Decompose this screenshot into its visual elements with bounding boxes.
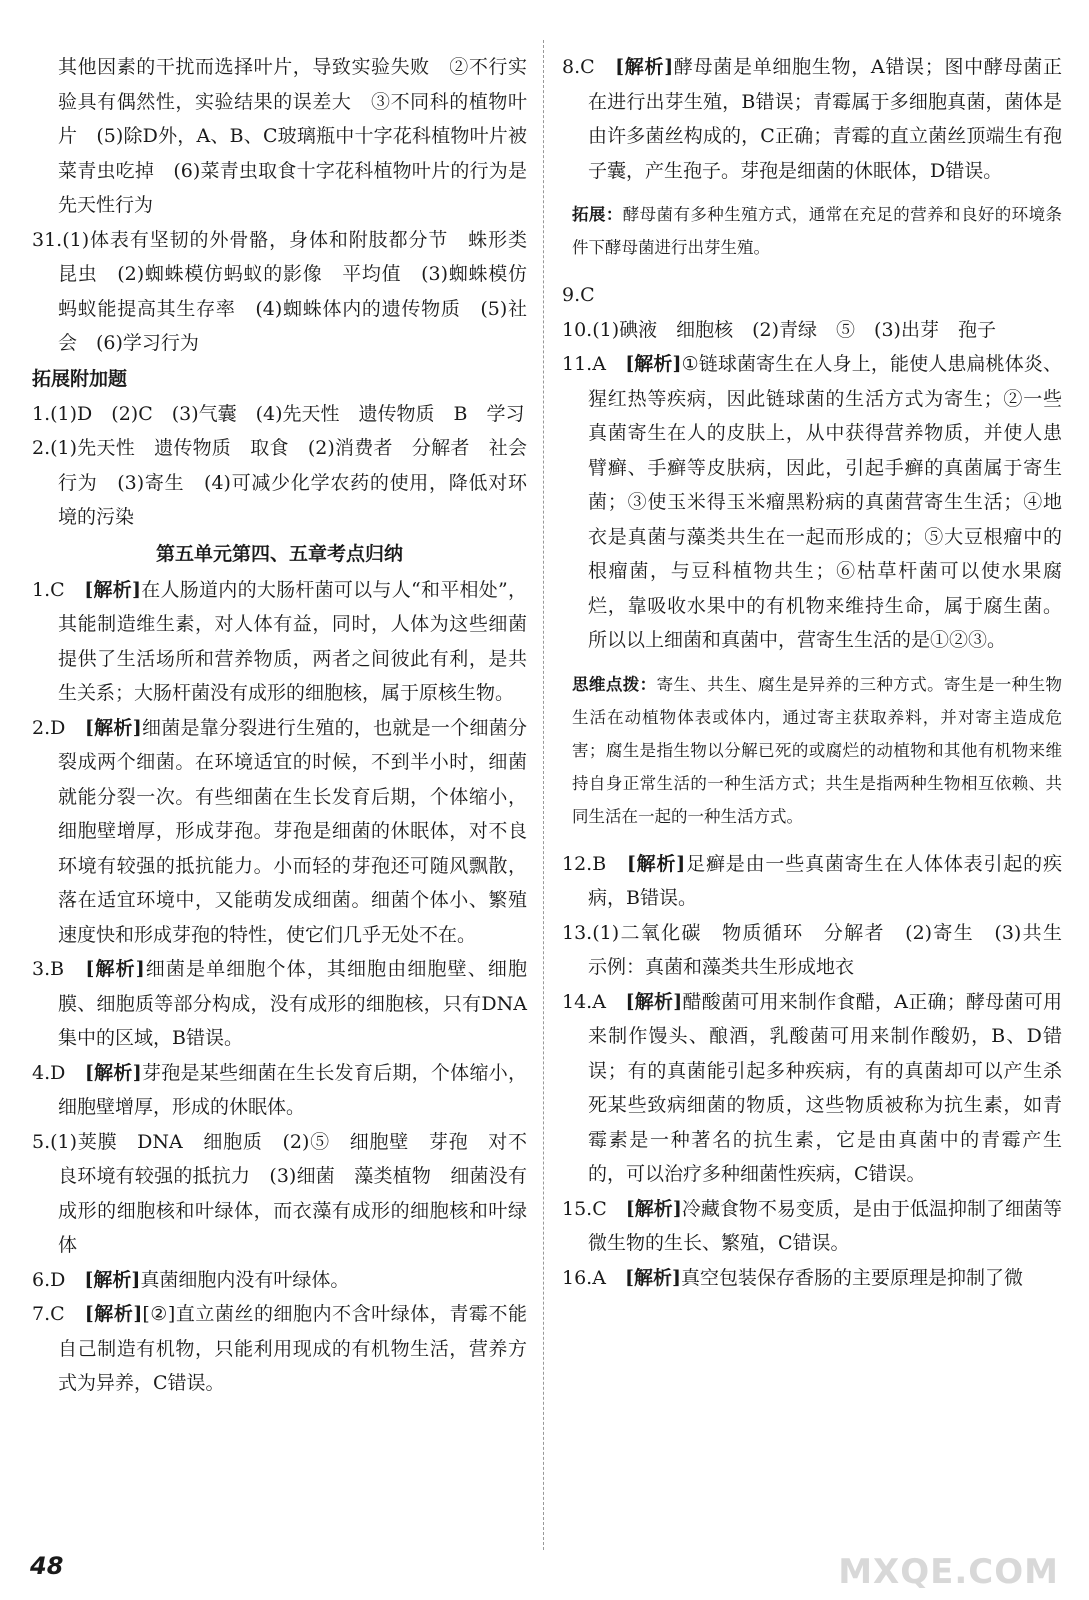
unit-heading: 第五单元第四、五章考点归纳	[155, 542, 403, 565]
answer-number: 12.B	[562, 852, 607, 875]
note-label: 思维点拨：	[572, 674, 657, 694]
answer-item	[32, 1297, 527, 1401]
analysis-tag: [解析]	[84, 1303, 143, 1325]
answer-31: 31.(1)体表有坚韧的外骨骼，身体和附肢都分节 蛛形类 昆虫 (2)蜘蛛模仿蚂蚁的影像 平均值 (3)蜘蛛模仿蚂蚁能提高其生存率 (4)蜘蛛体内的遗传物质 (5)社会 (6)学习行为	[32, 228, 547, 354]
answer-item	[32, 1125, 527, 1263]
extension-answer-2: 2.(1)先天性 遗传物质 取食 (2)消费者 分解者 社会行为 (3)寄生 (4)可减少化学农药的使用，降低对环境的污染	[32, 437, 527, 528]
analysis-tag: [解析]	[625, 1197, 682, 1220]
answer-number: 11.A	[562, 353, 606, 375]
answer-number: 4.D	[32, 1061, 66, 1084]
note-text: 酵母菌有多种生殖方式，通常在充足的营养和良好的环境条件下酵母菌进行出芽生殖。	[572, 205, 1063, 257]
answer-number: 5.	[32, 1130, 51, 1153]
analysis-tag: [解析]	[84, 716, 142, 739]
answer-item	[562, 916, 1082, 985]
answer-item	[562, 985, 1062, 1192]
answer-number: 14.A	[562, 990, 606, 1013]
answer-30-continued: 其他因素的干扰而选择叶片，导致实验失败 ②不行实验具有偶然性，实验结果的误差大 ③不同科的植物叶片 (5)除D外，A、B、C玻璃瓶中十字花科植物叶片被菜青虫吃掉 (6)菜青虫取食十字花科植物叶片的行为是先天性行为	[58, 56, 527, 216]
note-text: 寄生、共生、腐生是异养的三种方式。寄生是一种生物生活在动植物体表或体内，通过寄主获取养料，并对寄主造成危害；腐生是指生物以分解已死的或腐烂的动植物和其他有机物来维持自身正常生活的一种生活方式；共生是指两种生物相互依赖、共同生活在一起的一种生活方式。	[572, 674, 1063, 826]
answer-10: 10.(1)碘液 细胞核 (2)青绿 ⑤ (3)出芽 孢子	[562, 318, 996, 341]
answer-number: 13.	[562, 921, 593, 944]
section-heading-extension: 拓展附加题	[32, 367, 128, 390]
analysis-tag: [解析]	[624, 1266, 681, 1289]
answer-number: 7.C	[32, 1303, 65, 1325]
answer-text: [②]直立菌丝的细胞内不含叶绿体，青霉不能自己制造有机物，只能利用现成的有机物生活，营养方式为异养，C错误。	[58, 1303, 527, 1394]
answer-number: 6.D	[32, 1268, 66, 1291]
watermark: MXQE.COM	[838, 1552, 1059, 1592]
answer-item	[32, 1056, 527, 1125]
answer-item	[32, 952, 527, 1056]
left-column	[32, 50, 547, 1401]
answer-text: 醋酸菌可用来制作食醋，A正确；酵母菌可用来制作馒头、酿酒，乳酸菌可用来制作酸奶，B、D错误；有的真菌能引起多种疾病，有的真菌却可以产生杀死某些致病细菌的物质，这些物质被称为抗生素，如青霉素是一种著名的抗生素，它是由真菌中的青霉产生的，可以治疗多种细菌性疾病，C错误。	[588, 990, 1062, 1185]
answer-item	[562, 1192, 1062, 1261]
answer-text: 芽孢是某些细菌在生长发育后期，个体缩小，细胞壁增厚，形成的休眠体。	[58, 1061, 527, 1118]
answer-item	[562, 847, 1062, 916]
answer-item	[32, 573, 527, 711]
answer-item	[32, 1263, 527, 1298]
answer-text: 细菌是靠分裂进行生殖的，也就是一个细菌分裂成两个细菌。在环境适宜的时候，不到半小时，细菌就能分裂一次。有些细菌在生长发育后期，个体缩小，细胞壁增厚，形成芽孢。芽孢是细菌的休眠体，对不良环境有较强的抵抗能力。小而轻的芽孢还可随风飘散，落在适宜环境中，又能萌发成细菌。细菌个体小、繁殖速度快和形成芽孢的特性，使它们几乎无处不在。	[58, 716, 527, 946]
answer-number: 16.A	[562, 1266, 606, 1289]
answer-number: 2.D	[32, 716, 66, 739]
answer-text: (1)二氧化碳 物质循环 分解者 (2)寄生 (3)共生 示例：真菌和藻类共生形成地衣	[588, 921, 1082, 978]
answer-text: ①链球菌寄生在人身上，能使人患扁桃体炎、猩红热等疾病，因此链球菌的生活方式为寄生；②一些真菌寄生在人的皮肤上，从中获得营养物质，并使人患臂癣、手癣等皮肤病，因此，引起手癣的真菌属于寄生菌；③使玉米得玉米瘤黑粉病的真菌营寄生生活；④地衣是真菌与藻类共生在一起而形成的；⑤大豆根瘤中的根瘤菌，与豆科植物共生；⑥枯草杆菌可以使水果腐烂，靠吸收水果中的有机物来维持生命，属于腐生菌。所以以上细菌和真菌中，营寄生生活的是①②③。	[588, 353, 1062, 651]
answer-item	[32, 711, 527, 953]
right-column	[562, 50, 1082, 1295]
extension-note	[572, 198, 1062, 264]
analysis-tag: [解析]	[625, 353, 682, 375]
analysis-tag: [解析]	[625, 990, 683, 1013]
analysis-tag: [解析]	[85, 958, 145, 980]
column-divider	[543, 40, 544, 1550]
answer-text: 在人肠道内的大肠杆菌可以与人“和平相处”，其能制造维生素，对人体有益，同时，人体为这些细菌提供了生活场所和营养物质，两者之间彼此有利，是共生关系；大肠杆菌没有成形的细胞核，属于原核生物。	[58, 578, 527, 704]
answer-9: 9.C	[562, 284, 595, 306]
left-answer-list	[32, 573, 527, 1401]
analysis-tag: [解析]	[615, 56, 674, 78]
answer-text: 真空包装保存香肠的主要原理是抑制了微	[680, 1266, 1023, 1289]
analysis-tag: [解析]	[84, 1061, 142, 1084]
answer-text: (1)荚膜 DNA 细胞质 (2)⑤ 细胞壁 芽孢 对不良环境有较强的抵抗力 (3)细菌 藻类植物 细菌没有成形的细胞核和叶绿体，而衣藻有成形的细胞核和叶绿体	[50, 1130, 527, 1256]
analysis-tag: [解析]	[84, 578, 141, 601]
answer-text: 细菌是单细胞个体，其细胞由细胞壁、细胞膜、细胞质等部分构成，没有成形的细胞核，只有DNA集中的区域，B错误。	[58, 958, 527, 1049]
answer-text: 真菌细胞内没有叶绿体。	[140, 1268, 350, 1291]
answer-number: 8.C	[562, 56, 595, 78]
analysis-tag: [解析]	[84, 1268, 141, 1291]
extension-answer-1: 1.(1)D (2)C (3)气囊 (4)先天性 遗传物质 B 学习	[32, 402, 525, 425]
answer-number: 1.C	[32, 578, 65, 601]
page-number: 48	[30, 1552, 64, 1580]
answer-8	[562, 50, 1062, 188]
note-label: 拓展：	[572, 205, 623, 224]
answer-number: 3.B	[32, 958, 65, 980]
answer-item	[562, 1261, 1062, 1296]
answer-11	[562, 347, 1062, 658]
answer-number: 15.C	[562, 1197, 607, 1220]
right-answer-list	[562, 847, 1082, 1296]
thinking-note	[572, 668, 1062, 833]
answer-text: 足癣是由一些真菌寄生在人体体表引起的疾病，B错误。	[588, 852, 1062, 909]
analysis-tag: [解析]	[626, 852, 686, 875]
answer-text: 冷藏食物不易变质，是由于低温抑制了细菌等微生物的生长、繁殖，C错误。	[588, 1197, 1062, 1254]
answer-text: 酵母菌是单细胞生物，A错误；图中酵母菌正在进行出芽生殖，B错误；青霉属于多细胞真菌，菌体是由许多菌丝构成的，C正确；青霉的直立菌丝顶端生有孢子囊，产生孢子。芽孢是细菌的休眠体，D错误。	[588, 56, 1062, 182]
